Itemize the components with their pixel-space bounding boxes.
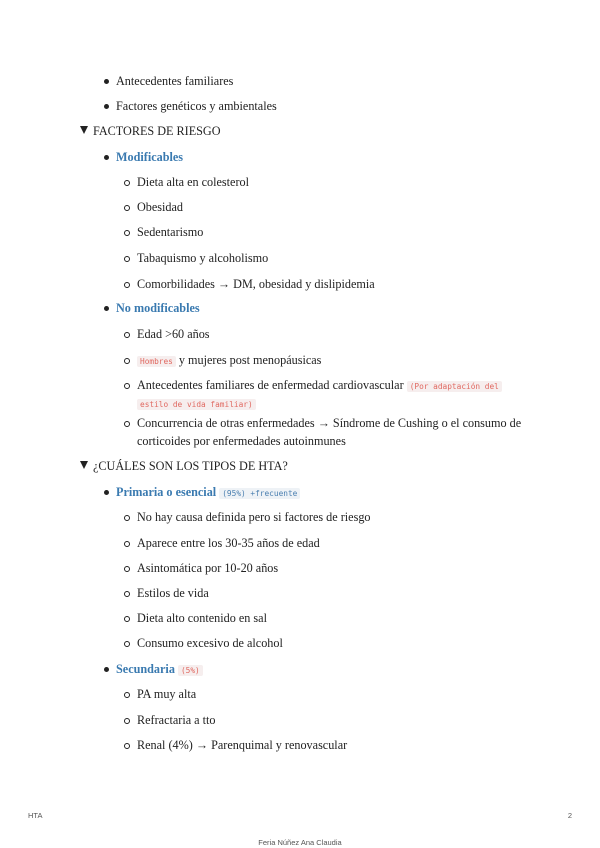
list-item-text: Tabaquismo y alcoholismo: [137, 251, 269, 265]
bullet: [124, 358, 130, 364]
bullet: [104, 155, 109, 160]
list-item-text: Comorbilidades → DM, obesidad y dislipidemia: [137, 277, 375, 291]
bullet: [104, 490, 109, 495]
list-item: [124, 249, 524, 267]
inline-code: (Por adaptación del estilo de vida familiar): [137, 381, 502, 410]
list-item: [124, 414, 534, 450]
bullet: [124, 566, 130, 572]
list-item-text-main: Antecedentes familiares de enfermedad cardiovascular: [137, 378, 407, 392]
subheading: Modificables: [116, 150, 184, 164]
list-item: [124, 634, 524, 652]
section-title: FACTORES DE RIESGO: [93, 124, 221, 138]
bullet: [124, 718, 130, 724]
list-item: [104, 72, 233, 90]
bullet: [104, 306, 109, 311]
list-item-text: Consumo excesivo de alcohol: [137, 636, 283, 650]
list-item: [124, 508, 524, 526]
footer-title: HTA: [28, 811, 43, 820]
list-item: [104, 97, 277, 115]
subheading: Secundaria: [116, 662, 175, 676]
list-item-secundaria: [104, 660, 203, 680]
bullet: [124, 743, 130, 749]
subheading: No modificables: [116, 301, 200, 315]
list-item-text: [116, 660, 203, 680]
bullet: [124, 616, 130, 622]
list-item: [124, 325, 524, 343]
subheading: Primaria o esencial: [116, 485, 217, 499]
list-item-text: Sedentarismo: [137, 225, 204, 239]
bullet: [124, 641, 130, 647]
list-item-text: Renal (4%) → Parenquimal y renovascular: [137, 738, 348, 752]
bullet: [124, 230, 130, 236]
footer-author: Feria Núñez Ana Claudia: [258, 838, 342, 847]
bullet: [124, 591, 130, 597]
list-item: [124, 534, 524, 552]
list-item-text: PA muy alta: [137, 687, 197, 701]
toggle-tipos-de-hta[interactable]: [80, 457, 288, 475]
bullet: [124, 692, 130, 698]
bullet: [124, 383, 130, 389]
list-item-text: Factores genéticos y ambientales: [116, 99, 277, 113]
list-item: [124, 376, 524, 412]
toggle-triangle-icon[interactable]: [80, 126, 88, 134]
list-item-modificables: [104, 148, 183, 166]
list-item-text: [137, 351, 321, 371]
list-item-text: Asintomática por 10-20 años: [137, 561, 279, 575]
list-item: [124, 198, 524, 216]
list-item-text: Obesidad: [137, 200, 184, 214]
list-item-text: Edad >60 años: [137, 327, 210, 341]
bullet: [124, 180, 130, 186]
list-item: [124, 711, 524, 729]
list-item-text: [116, 483, 300, 503]
bullet: [124, 515, 130, 521]
list-item-text: Concurrencia de otras enfermedades → Síndrome de Cushing o el consumo de corticoides por enfermedades autoinmunes: [137, 416, 522, 448]
list-item-text: No hay causa definida pero si factores de riesgo: [137, 510, 371, 524]
list-item: [124, 275, 524, 293]
inline-code: (5%): [178, 665, 203, 676]
list-item: [124, 584, 524, 602]
list-item: [124, 736, 524, 754]
bullet: [124, 282, 130, 288]
bullet: [124, 332, 130, 338]
list-item-text: Dieta alto contenido en sal: [137, 611, 267, 625]
list-item: [124, 559, 524, 577]
list-item-text: Estilos de vida: [137, 586, 209, 600]
bullet: [104, 667, 109, 672]
page-number: 2: [567, 811, 572, 820]
list-item: [124, 173, 524, 191]
inline-code: (95%) +frecuente: [219, 488, 300, 499]
bullet: [124, 256, 130, 262]
bullet: [124, 421, 130, 427]
list-item-text-rest: y mujeres post menopáusicas: [175, 353, 322, 367]
list-item-text: Dieta alta en colesterol: [137, 175, 250, 189]
list-item-text: Aparece entre los 30-35 años de edad: [137, 536, 320, 550]
list-item-text: [137, 376, 517, 412]
list-item-no-modificables: [104, 299, 200, 317]
bullet: [104, 104, 109, 109]
toggle-triangle-icon[interactable]: [80, 461, 88, 469]
list-item: [124, 351, 524, 371]
inline-code: Hombres: [137, 356, 176, 367]
list-item: [124, 609, 524, 627]
bullet: [124, 205, 130, 211]
list-item-primaria: [104, 483, 300, 503]
bullet: [104, 79, 109, 84]
bullet: [124, 541, 130, 547]
list-item: [124, 223, 524, 241]
toggle-factores-de-riesgo[interactable]: [80, 122, 221, 140]
list-item-text: Antecedentes familiares: [116, 74, 234, 88]
section-title: ¿CUÁLES SON LOS TIPOS DE HTA?: [93, 459, 288, 473]
list-item: [124, 685, 524, 703]
list-item-text: Refractaria a tto: [137, 713, 216, 727]
